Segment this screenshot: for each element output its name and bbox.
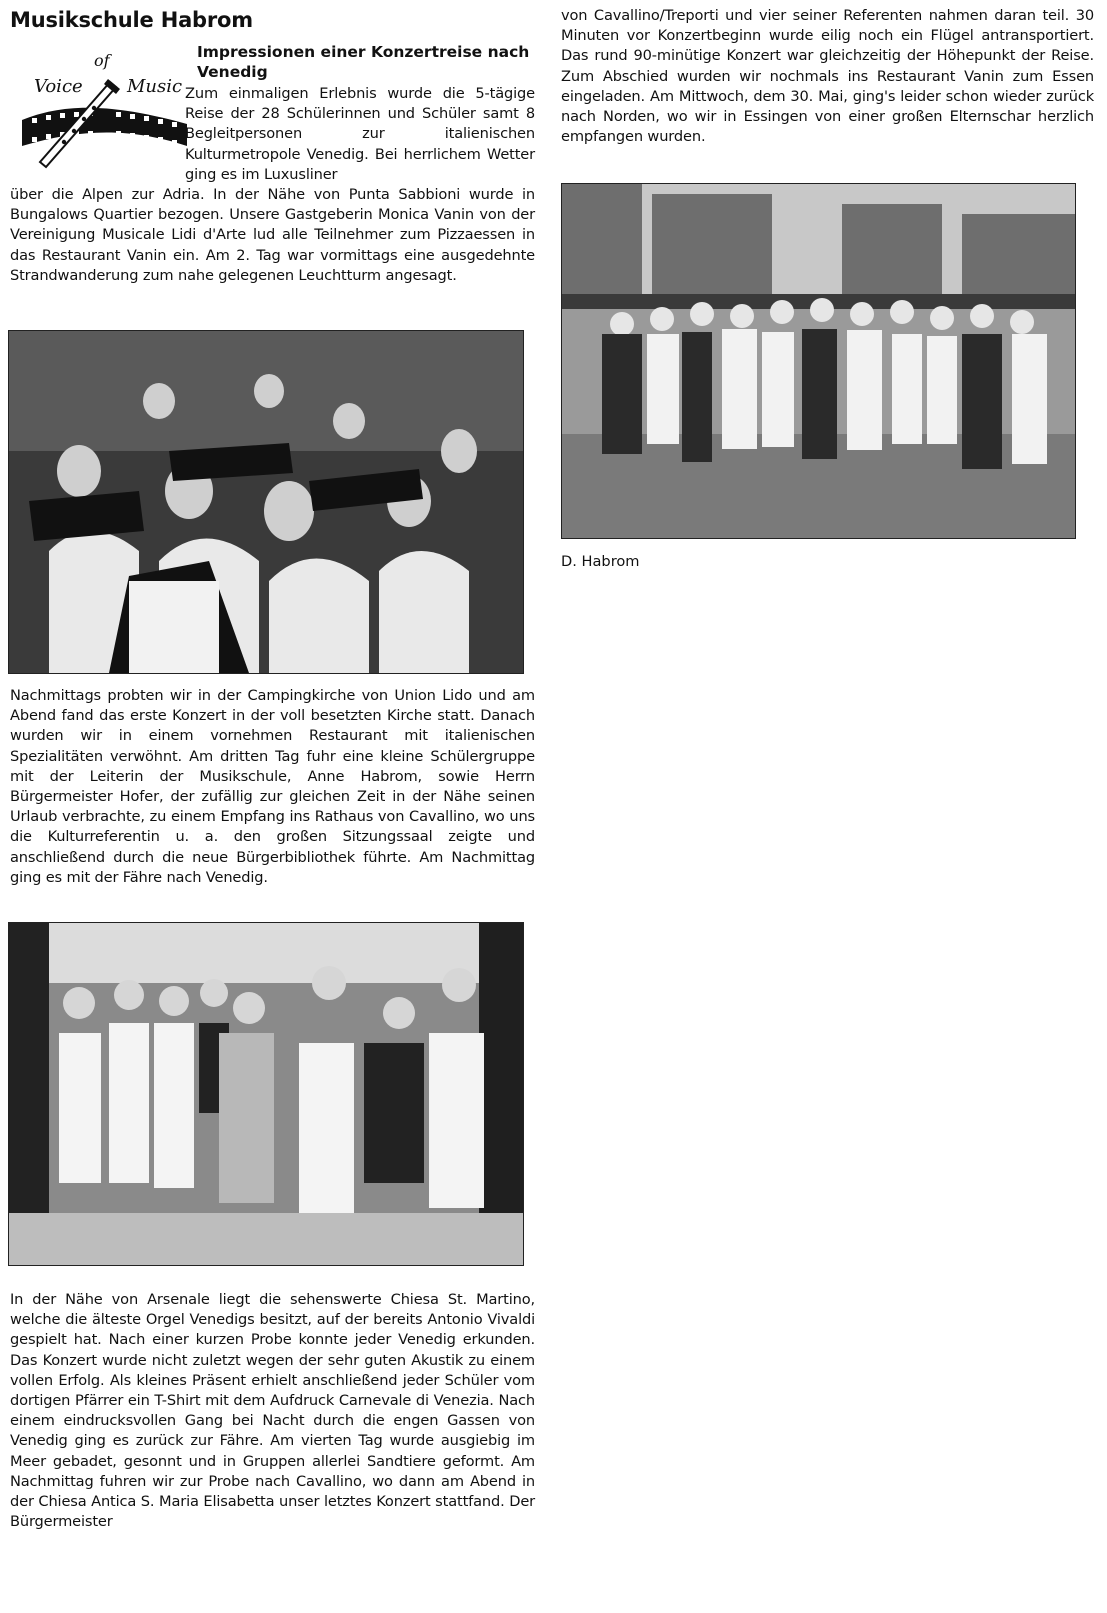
logo-word-of: of [94,51,110,70]
paragraph-campingkirche: Nachmittags probten wir in der Campingkirche von Union Lido und am Abend fand das erste Konzert in der voll besetzten Kirche statt. Danach wurden wir in einem vornehmen Restaurant mit italienischen Spezialitäten verwöhnt. Am dritten Tag fuhr eine kleine Schülergruppe mit der Leiterin der Musikschule, Anne Habrom, sowie Herrn Bürgermeister Hofer, der zufällig zur gleichen Zeit in der Nähe seinen Urlaub verbrachte, zu einem Empfang ins Rathaus von Cavallino, wo uns die Kulturreferentin u. a. den großen Sitzungssaal zeigte und anschließend durch die neue Bürgerbibliothek führte. Am Nachmittag ging es mit der Fähre nach Venedig. [10,687,535,886]
page-title: Musikschule Habrom [10,8,253,32]
paragraph-cavallino-concert: von Cavallino/Treporti und vier seiner Referenten nahmen daran teil. 30 Minuten vor Konzertbeginn wurde eilig noch ein Flügel antransportiert. Das rund 90-minütige Konzert war gleichzeitig der Höhepunkt der Reise. Zum Abschied wurden wir nochmals ins Restaurant Vanin zum Essen eingeladen. Am Mittwoch, dem 30. Mai, ging's leider schon wieder zurück nach Norden, wo wir in Essingen von einer großen Elternschar herzlich empfangen wurden. [561,7,1094,146]
logo-word-music: Music [127,76,183,97]
paragraph-intro: über die Alpen zur Adria. In der Nähe von Punta Sabbioni wurde in Bungalows Quartier bezogen. Unsere Gastgeberin Monica Vanin von der Vereinigung Musicale Lidi d'Arte lud alle Teilnehmer zum Pizzaessen in das Restaurant Vanin ein. Am 2. Tag war vormittags eine ausgedehnte Strandwanderung zum nahe gelegenen Leuchtturm angesagt. [10,186,535,284]
photo-group-venice [561,183,1076,539]
photo-orchestra-concert [8,330,524,674]
logo-word-voice: Voice [34,76,83,97]
photo-credit: D. Habrom [561,553,640,570]
photo-reception-group [8,922,524,1266]
voice-of-music-logo [12,42,190,172]
film-strip-icon [22,108,187,146]
paragraph-arsenale: In der Nähe von Arsenale liegt die sehenswerte Chiesa St. Martino, welche die älteste Orgel Venedigs besitzt, auf der bereits Antonio Vivaldi gespielt hat. Nach einer kurzen Probe konnte jeder Venedig erkunden. Das Konzert wurde nicht zuletzt wegen der sehr guten Akustik zu einem vollen Erfolg. Als kleines Präsent erhielt anschließend jeder Schüler vom dortigen Pfärrer ein T-Shirt mit dem Aufdruck Carnevale di Venezia. Nach einem eindrucksvollen Gang bei Nacht durch die engen Gassen von Venedig ging es zurück zur Fähre. Am vierten Tag wurde ausgiebig im Meer gebadet, gesonnt und in Gruppen allerlei Sandtiere geformt. Am Nachmittag fuhren wir zur Probe nach Cavallino, wo dann am Abend in der Chiesa Antica S. Maria Elisabetta unser letztes Konzert stattfand. Der Bürgermeister [10,1291,535,1531]
article-subtitle: Impressionen einer Konzertreise nach Venedig [197,43,530,81]
paragraph-intro-wrap: Zum einmaligen Erlebnis wurde die 5-tägige Reise der 28 Schülerinnen und Schüler samt 8 Begleitpersonen zur italienischen Kulturmetropole Venedig. Bei herrlichem Wetter ging es im Luxusliner [185,85,535,183]
